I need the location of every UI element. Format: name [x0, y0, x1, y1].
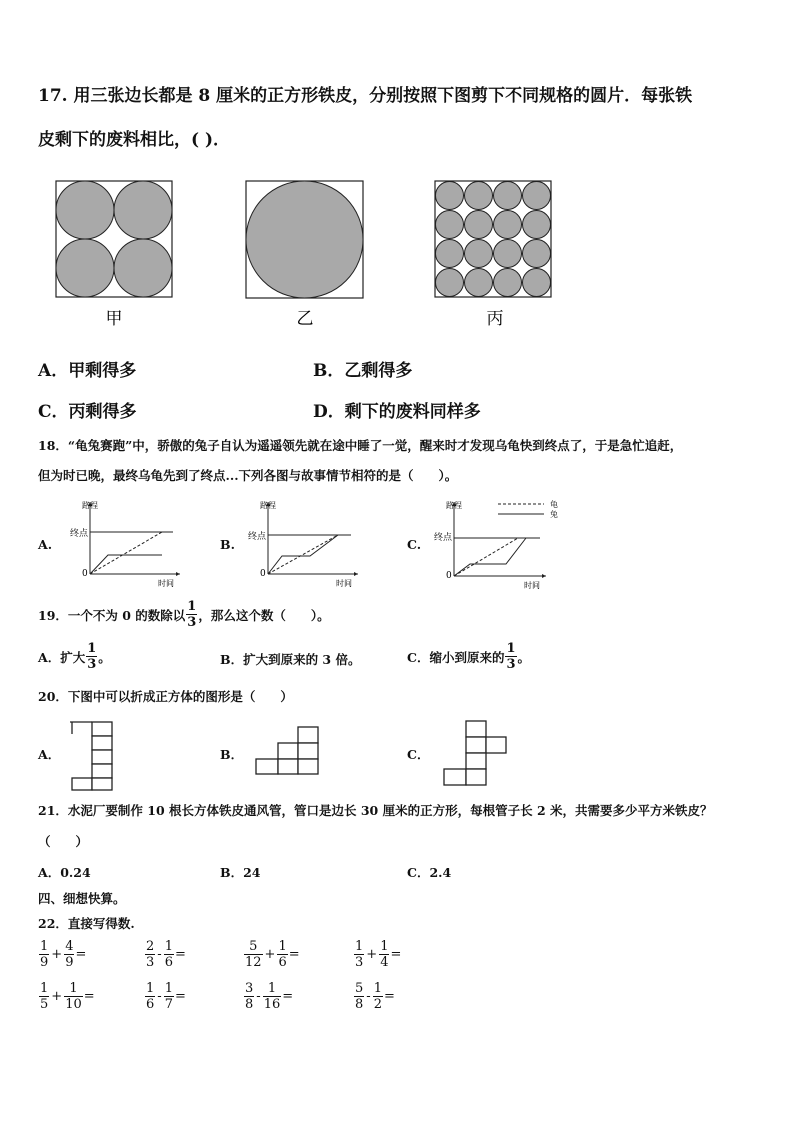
graph-a-ylabel: 路程 [82, 501, 98, 510]
q18-option-c-label[interactable]: C. [407, 537, 422, 552]
q22-grid [38, 940, 458, 1020]
q17-line1: 17. 用三张边长都是 8 厘米的正方形铁皮，分别按照下图剪下不同规格的圆片．每张铁 [38, 86, 693, 106]
circle-bing-15 [494, 269, 522, 297]
q19-option-a-text: A．扩大 [38, 649, 86, 665]
circle-bing-2 [465, 182, 493, 210]
circle-bing-6 [465, 211, 493, 239]
q22-item-6-operator: - [157, 989, 162, 1004]
graph-a-turtle [90, 532, 162, 574]
circle-yi [246, 181, 363, 298]
q18-option-a-label[interactable]: A. [38, 537, 53, 552]
q18-graph-c[interactable] [432, 494, 572, 589]
graph-a-rabbit [90, 555, 162, 574]
circle-bing-3 [494, 182, 522, 210]
q22-item-8-equals: = [383, 989, 395, 1004]
label-yi: 乙 [296, 309, 314, 328]
q22-item-4-equals: = [390, 947, 402, 962]
graph-b-finish: 终点 [248, 532, 267, 542]
circle-bing-14 [465, 269, 493, 297]
q21-option-b[interactable]: B．24 [220, 865, 261, 880]
q22-item-1-operator: + [51, 947, 63, 962]
circle-bing-16 [523, 269, 551, 297]
q22-item-5-first-fraction: $\frac{1}{5}$ [40, 981, 49, 1012]
graph-b-turtle [268, 535, 338, 574]
q22-item-7-second-fraction: $\frac{1}{16}$ [263, 981, 281, 1012]
q19-option-a-fraction: $\frac{1}{3}$ [87, 641, 97, 672]
q22-item-4-second-fraction: $\frac{1}{4}$ [380, 939, 389, 970]
q19-fraction: $\frac{1}{3}$ [187, 599, 197, 630]
circle-jia-3 [56, 239, 114, 297]
q22-item-1-equals: = [75, 947, 87, 962]
q22-item-7-operator: - [256, 989, 261, 1004]
figure-bing [435, 181, 551, 297]
q22-item-2-equals: = [174, 947, 186, 962]
circle-bing-12 [523, 240, 551, 268]
q21-line2: （ ） [38, 834, 89, 849]
circle-jia-2 [114, 181, 172, 239]
circle-bing-7 [494, 211, 522, 239]
q19-option-c-suffix: 。 [517, 649, 531, 665]
q19-option-a[interactable] [38, 642, 111, 671]
graph-a-origin: 0 [82, 569, 88, 579]
circle-bing-10 [465, 240, 493, 268]
q19-option-c[interactable] [407, 642, 530, 671]
legend-turtle: 龟 [550, 500, 558, 509]
label-jia: 甲 [105, 309, 123, 328]
figure-yi [246, 181, 363, 298]
q22-item-3-equals: = [288, 947, 300, 962]
q18-graph-b[interactable] [246, 494, 366, 589]
section-4-heading: 四、细想快算。 [38, 891, 126, 906]
q21-line1: 21．水泥厂要制作 10 根长方体铁皮通风管，管口是边长 30 厘米的正方形，每根管子长 2 米，共需要多少平方米铁皮？ [38, 803, 713, 818]
graph-c-xlabel: 时间 [524, 581, 540, 589]
q19-prefix: 19．一个不为 0 的数除以 [38, 607, 186, 623]
q22-item-7[interactable] [243, 982, 293, 1011]
graph-c-turtle [454, 538, 518, 576]
q22-item-6-first-fraction: $\frac{1}{6}$ [146, 981, 155, 1012]
circle-jia-1 [56, 181, 114, 239]
q22-item-7-first-fraction: $\frac{3}{8}$ [245, 981, 254, 1012]
q18-option-b-label[interactable]: B. [220, 537, 235, 552]
q22-item-2-operator: - [157, 947, 162, 962]
q20-stem: 20．下图中可以折成正方体的图形是（ ） [38, 689, 293, 704]
q22-item-8-operator: - [366, 989, 371, 1004]
circle-bing-9 [436, 240, 464, 268]
q22-item-6-second-fraction: $\frac{1}{7}$ [164, 981, 173, 1012]
q22-item-4-operator: + [366, 947, 378, 962]
q17-figures [50, 178, 560, 328]
q21-option-a[interactable]: A．0.24 [38, 865, 91, 880]
q20-net-c[interactable] [440, 718, 512, 788]
legend-rabbit: 兔 [550, 510, 558, 519]
circle-bing-4 [523, 182, 551, 210]
circle-bing-5 [436, 211, 464, 239]
q17-option-a[interactable]: A．甲剩得多 [38, 361, 137, 381]
circle-bing-13 [436, 269, 464, 297]
circle-jia-4 [114, 239, 172, 297]
graph-b-ylabel: 路程 [260, 501, 276, 510]
q20-option-a-label[interactable]: A． [38, 747, 61, 762]
q22-item-5-equals: = [83, 989, 95, 1004]
q22-item-6-equals: = [174, 989, 186, 1004]
q22-item-2[interactable] [144, 940, 186, 969]
q20-net-b[interactable] [252, 725, 324, 777]
q22-item-5-operator: + [51, 989, 63, 1004]
q22-title: 22．直接写得数. [38, 916, 135, 931]
q21-option-c[interactable]: C．2.4 [407, 865, 452, 880]
circle-bing-8 [523, 211, 551, 239]
graph-c-finish: 终点 [434, 533, 453, 543]
q22-item-8[interactable] [353, 982, 395, 1011]
graph-c-rabbit [454, 538, 526, 576]
q20-net-a[interactable] [68, 720, 118, 792]
circle-bing-1 [436, 182, 464, 210]
q22-item-8-first-fraction: $\frac{5}{8}$ [355, 981, 364, 1012]
graph-c-origin: 0 [446, 571, 452, 581]
graph-a-finish: 终点 [70, 529, 89, 539]
label-bing: 丙 [486, 309, 504, 328]
q17-option-b[interactable]: B．乙剩得多 [313, 361, 413, 381]
q18-line2: 但为时已晚，最终乌龟先到了终点...下列各图与故事情节相符的是（ ）。 [38, 468, 458, 483]
q19-option-c-fraction: $\frac{1}{3}$ [506, 641, 516, 672]
q22-item-4[interactable] [353, 940, 401, 969]
graph-a-xlabel: 时间 [158, 579, 174, 588]
figure-jia [56, 181, 172, 297]
q19-stem [38, 600, 330, 629]
q17-line2: 皮剩下的废料相比，( )． [38, 130, 231, 150]
q22-item-7-equals: = [282, 989, 294, 1004]
q20-option-b-label[interactable]: B． [220, 747, 244, 762]
circle-bing-11 [494, 240, 522, 268]
q19-option-c-text: C．缩小到原来的 [407, 649, 505, 665]
q19-suffix: ，那么这个数（ ）。 [198, 607, 330, 623]
q19-option-a-suffix: 。 [98, 649, 111, 665]
q22-item-1[interactable] [38, 940, 86, 969]
q22-item-3-operator: + [264, 947, 276, 962]
q18-line1: 18．“龟兔赛跑”中，骄傲的兔子自认为遥遥领先就在途中睡了一觉，醒来时才发现乌龟快到终点了，于是急忙追赶， [38, 438, 683, 453]
q17-option-c[interactable]: C．丙剩得多 [38, 402, 137, 422]
q22-item-1-second-fraction: $\frac{4}{9}$ [65, 939, 74, 970]
q22-item-3[interactable] [243, 940, 300, 969]
q22-item-2-first-fraction: $\frac{2}{3}$ [146, 939, 155, 970]
graph-b-xlabel: 时间 [336, 579, 352, 588]
q22-item-8-second-fraction: $\frac{1}{2}$ [373, 981, 382, 1012]
graph-b-origin: 0 [260, 569, 266, 579]
graph-c-ylabel: 路程 [446, 501, 462, 510]
q22-item-1-first-fraction: $\frac{1}{9}$ [40, 939, 49, 970]
q19-option-b[interactable]: B．扩大到原来的 3 倍。 [220, 652, 361, 667]
q22-item-2-second-fraction: $\frac{1}{6}$ [164, 939, 173, 970]
q22-item-3-second-fraction: $\frac{1}{6}$ [278, 939, 287, 970]
q17-option-d[interactable]: D．剩下的废料同样多 [313, 402, 481, 422]
q22-item-5-second-fraction: $\frac{1}{10}$ [65, 981, 82, 1012]
q20-option-c-label[interactable]: C． [407, 747, 430, 762]
q22-item-6[interactable] [144, 982, 186, 1011]
q18-graph-a[interactable] [68, 494, 188, 589]
q22-item-5[interactable] [38, 982, 95, 1011]
q22-item-3-first-fraction: $\frac{5}{12}$ [245, 939, 262, 970]
q22-item-4-first-fraction: $\frac{1}{3}$ [355, 939, 364, 970]
